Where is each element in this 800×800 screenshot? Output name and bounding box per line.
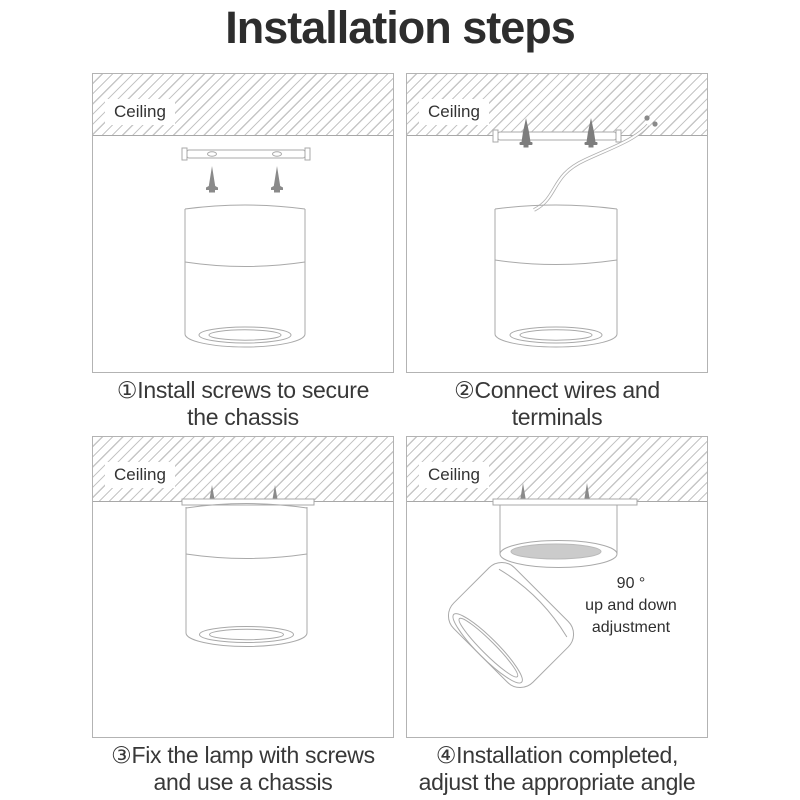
screw-tip-icons xyxy=(520,483,590,501)
caption-line-1: ②Connect wires and xyxy=(454,377,660,403)
page-title: Installation steps xyxy=(225,2,575,53)
caption-line-1: ③Fix the lamp with screws xyxy=(111,742,375,768)
mounting-bracket xyxy=(182,148,310,160)
angle-annotation xyxy=(559,573,703,639)
step-panel-1 xyxy=(92,73,394,373)
caption-line-1: ①Install screws to secure xyxy=(116,377,370,403)
mounting-flange xyxy=(182,499,314,505)
mounting-bracket xyxy=(493,130,621,142)
caption-line-1: ④Installation completed, xyxy=(435,742,679,768)
step-panel-2 xyxy=(406,73,708,373)
step-panel-4 xyxy=(406,436,708,738)
caption-line-2: and use a chassis xyxy=(153,769,333,795)
angle-note-line2: adjustment xyxy=(591,619,671,636)
angle-value: 90 ° xyxy=(616,575,646,592)
ceiling-label: Ceiling xyxy=(105,99,175,125)
ceiling-label: Ceiling xyxy=(419,99,489,125)
step-3-caption xyxy=(92,742,394,796)
step-2-caption xyxy=(406,377,708,431)
mounting-flange xyxy=(493,499,637,505)
step-1-caption xyxy=(92,377,394,431)
angle-note-line1: up and down xyxy=(585,597,677,614)
ceiling-label: Ceiling xyxy=(105,462,175,488)
caption-line-2: terminals xyxy=(511,404,603,430)
caption-line-2: adjust the appropriate angle xyxy=(418,769,696,795)
lamp-mount xyxy=(500,505,617,568)
caption-line-2: the chassis xyxy=(187,404,299,430)
screw-icons xyxy=(206,166,283,193)
lamp-opening xyxy=(511,544,601,559)
lamp-body xyxy=(495,205,617,347)
step-panel-3 xyxy=(92,436,394,738)
lamp-body xyxy=(185,205,305,347)
ceiling-label: Ceiling xyxy=(419,462,489,488)
step-4-caption xyxy=(406,742,708,796)
lamp-body xyxy=(186,504,307,647)
